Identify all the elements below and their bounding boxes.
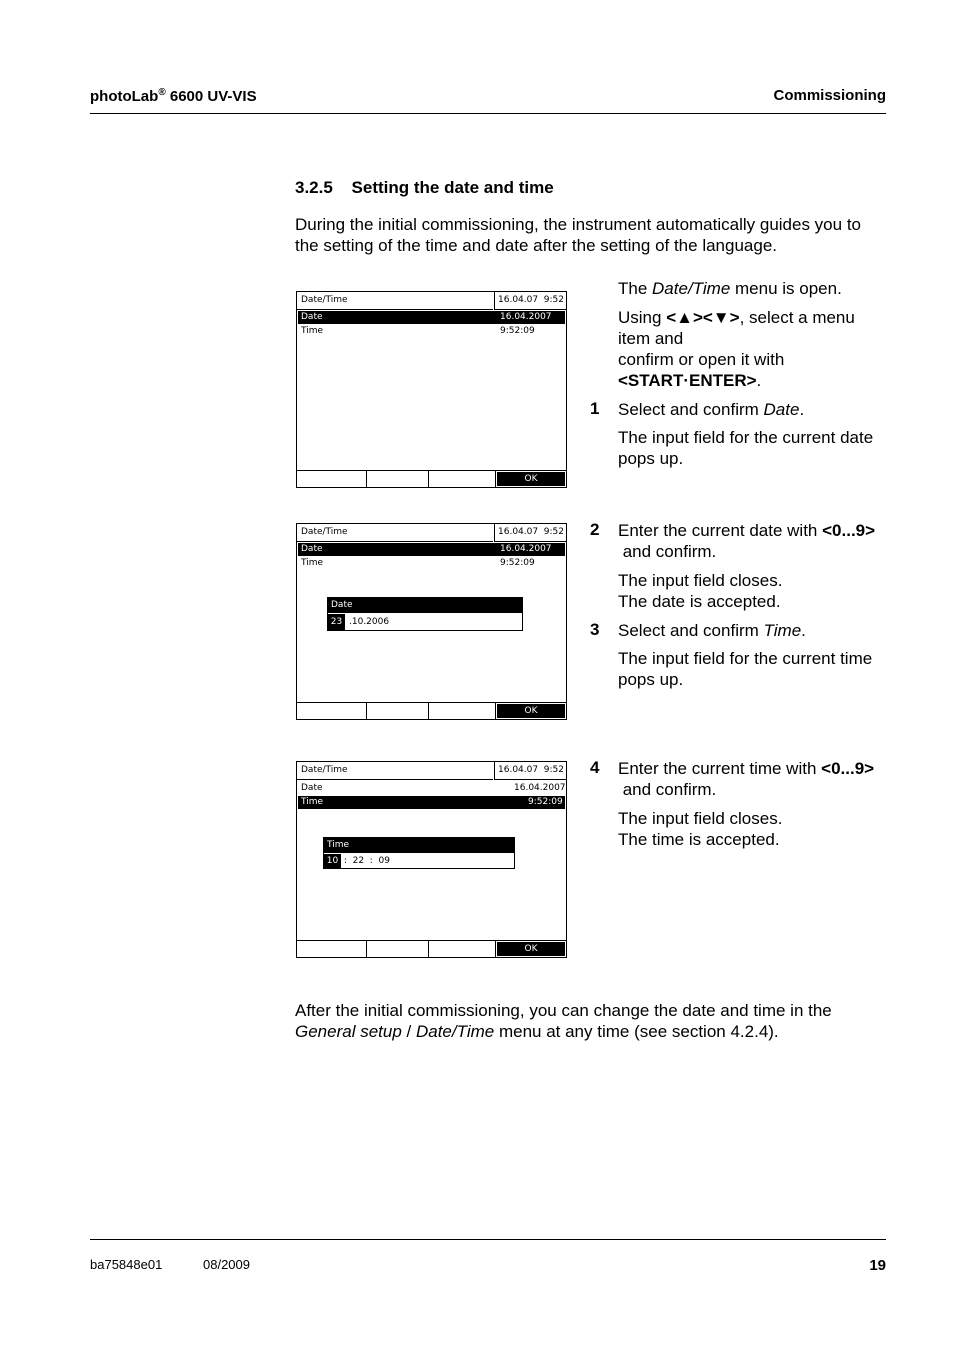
text-part: Select and confirm xyxy=(618,621,764,640)
row-value: 9:52:09 xyxy=(528,797,563,807)
date-rest-field[interactable]: .10.2006 xyxy=(349,617,390,627)
row-label: Date xyxy=(301,312,323,322)
page-number: 19 xyxy=(869,1257,886,1274)
screen-title-bar xyxy=(297,762,493,780)
step-3-text xyxy=(618,620,888,641)
text-part: menu is open. xyxy=(730,279,842,298)
step-2-text xyxy=(618,520,888,562)
popup-title-bar xyxy=(324,838,514,853)
footer-rule xyxy=(90,1239,886,1240)
screen-title: Date/Time xyxy=(301,295,348,305)
date-input-popup xyxy=(327,597,523,631)
outro-paragraph xyxy=(295,1000,887,1042)
text-part: confirm or open it with xyxy=(618,350,785,369)
time-hour-field[interactable]: 10 xyxy=(324,854,341,869)
screen-clock xyxy=(494,292,567,310)
text-part: The xyxy=(618,279,653,298)
softkey-bar xyxy=(297,940,566,957)
text-part: Enter the current time with xyxy=(618,759,822,778)
softkey-ok[interactable]: OK xyxy=(497,942,565,956)
step-number-1: 1 xyxy=(590,399,600,418)
softkey-bar xyxy=(297,470,566,487)
text-part: . xyxy=(756,371,762,390)
step-3-result: The input field for the current time pops up. xyxy=(618,649,873,689)
popup-title: Date xyxy=(331,600,353,610)
running-header-product xyxy=(90,87,257,105)
running-header-chapter: Commissioning xyxy=(773,87,886,104)
screen-clock xyxy=(494,762,567,780)
row-label: Time xyxy=(301,797,324,807)
row-label: Date xyxy=(301,544,323,554)
section-number: 3.2.5 xyxy=(295,178,333,197)
text-part: Select and confirm xyxy=(618,400,764,419)
softkey-2[interactable] xyxy=(367,471,429,487)
text-part: The input field closes. xyxy=(618,571,783,590)
menu-row-date[interactable] xyxy=(298,311,565,324)
step-2-result xyxy=(618,570,888,612)
row-label: Date xyxy=(301,783,323,793)
popup-title: Time xyxy=(327,840,350,850)
softkey-2[interactable] xyxy=(367,703,429,719)
text-part: The date is accepted. xyxy=(618,592,781,611)
softkey-ok[interactable]: OK xyxy=(497,704,565,718)
device-screen-1 xyxy=(296,291,567,488)
screen-title: Date/Time xyxy=(301,527,348,537)
date-day-field[interactable]: 23 xyxy=(328,614,345,630)
start-enter-key: <START·ENTER> xyxy=(618,371,757,390)
text-part: . xyxy=(799,400,805,419)
softkey-3[interactable] xyxy=(429,703,496,719)
text-part: The input field closes. xyxy=(618,809,783,828)
text-part: and confirm. xyxy=(618,542,717,561)
step-1-text xyxy=(618,399,888,420)
popup-title-bar xyxy=(328,598,522,613)
text-part: Using xyxy=(618,308,667,327)
row-label: Time xyxy=(301,558,324,568)
softkey-1[interactable] xyxy=(297,471,367,487)
product-model: 6600 UV-VIS xyxy=(165,88,257,105)
number-keys: <0...9> xyxy=(821,759,875,778)
step-number-2: 2 xyxy=(590,520,600,539)
softkey-3[interactable] xyxy=(429,471,496,487)
step-number-4: 4 xyxy=(590,758,600,777)
screen-title-bar xyxy=(297,524,493,542)
text-part: The time is accepted. xyxy=(618,830,780,849)
row-value: 9:52:09 xyxy=(500,558,535,568)
section-heading xyxy=(295,178,554,198)
softkey-3[interactable] xyxy=(429,941,496,957)
softkey-1[interactable] xyxy=(297,703,367,719)
softkey-1[interactable] xyxy=(297,941,367,957)
clock-text: 16.04.07 9:52 xyxy=(498,295,565,305)
screen-title: Date/Time xyxy=(301,765,348,775)
row-label: Time xyxy=(301,326,324,336)
device-screen-2 xyxy=(296,523,567,720)
header-rule xyxy=(90,113,886,114)
menu-open-text xyxy=(618,278,888,299)
screen-title-bar xyxy=(297,292,493,310)
footer-doc-id: ba75848e01 xyxy=(90,1257,163,1272)
text-part: After the initial commissioning, you can change the date and time in the xyxy=(295,1001,832,1020)
softkey-bar xyxy=(297,702,566,719)
row-value: 16.04.2007 xyxy=(500,544,552,554)
arrow-keys: <▲><▼> xyxy=(666,308,740,327)
menu-name: Date/Time xyxy=(652,279,731,298)
text-part: and confirm. xyxy=(618,780,717,799)
menu-row-time[interactable] xyxy=(298,557,565,570)
clock-text: 16.04.07 9:52 xyxy=(498,527,565,537)
menu-row-date[interactable] xyxy=(298,782,565,795)
step-4-text xyxy=(618,758,888,800)
text-part: Enter the current date with xyxy=(618,521,823,540)
menu-item-name: Date xyxy=(763,400,800,419)
step-1-result: The input field for the current date pops up. xyxy=(618,428,874,468)
softkey-2[interactable] xyxy=(367,941,429,957)
text-part: . xyxy=(801,621,806,640)
menu-row-time[interactable] xyxy=(298,325,565,338)
row-value: 16.04.2007 xyxy=(500,312,552,322)
menu-row-time[interactable] xyxy=(298,796,565,809)
section-title: Setting the date and time xyxy=(351,178,554,197)
navigation-instruction xyxy=(618,307,888,391)
softkey-ok[interactable]: OK xyxy=(497,472,565,486)
device-screen-3 xyxy=(296,761,567,958)
clock-text: 16.04.07 9:52 xyxy=(498,765,565,775)
menu-general-setup: General setup xyxy=(295,1022,402,1041)
footer-date: 08/2009 xyxy=(203,1257,250,1272)
section-intro: During the initial commissioning, the instrument automatically guides you to the setting of the time and date after the setting of the language. xyxy=(295,215,861,255)
registered-mark: ® xyxy=(158,87,166,98)
screen-clock xyxy=(494,524,567,542)
step-number-3: 3 xyxy=(590,620,600,639)
menu-date-time: Date/Time xyxy=(415,1022,495,1041)
row-value: 9:52:09 xyxy=(500,326,535,336)
product-name: photoLab xyxy=(90,88,159,105)
menu-item-name: Time xyxy=(763,621,802,640)
text-part: / xyxy=(401,1022,416,1041)
text-part: menu at any time (see section 4.2.4). xyxy=(494,1022,779,1041)
time-rest-field[interactable]: : 22 : 09 xyxy=(341,856,390,866)
menu-row-date[interactable] xyxy=(298,543,565,556)
time-input-popup xyxy=(323,837,515,869)
text-part: , select a menu item and xyxy=(618,308,855,348)
row-value: 16.04.2007 xyxy=(514,783,566,793)
number-keys: <0...9> xyxy=(822,521,876,540)
step-4-result xyxy=(618,808,888,850)
